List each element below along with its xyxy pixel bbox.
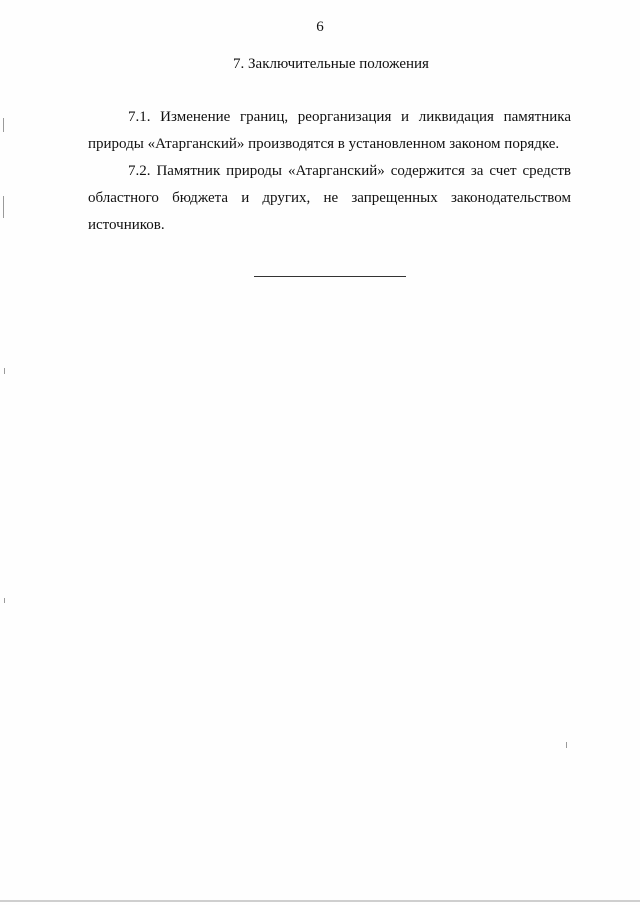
paragraph-7-1: 7.1. Изменение границ, реорганизация и ликвидация памятника природы «Атарганский» производятся в установленном законом порядке.	[88, 109, 571, 152]
section-heading: 7. Заключительные положения	[233, 56, 429, 72]
end-divider	[254, 276, 406, 277]
scan-artifact	[566, 742, 567, 748]
scan-artifact	[3, 196, 4, 218]
scan-artifact	[4, 368, 5, 374]
body-text	[88, 104, 571, 239]
scan-artifact	[4, 598, 5, 603]
scan-artifact	[3, 118, 4, 132]
paragraph-7-2: 7.2. Памятник природы «Атарганский» содержится за счет средств областного бюджета и других, не запрещенных законодательством источников.	[88, 163, 571, 233]
page-number: 6	[316, 19, 324, 35]
scan-bottom-edge	[0, 900, 640, 902]
